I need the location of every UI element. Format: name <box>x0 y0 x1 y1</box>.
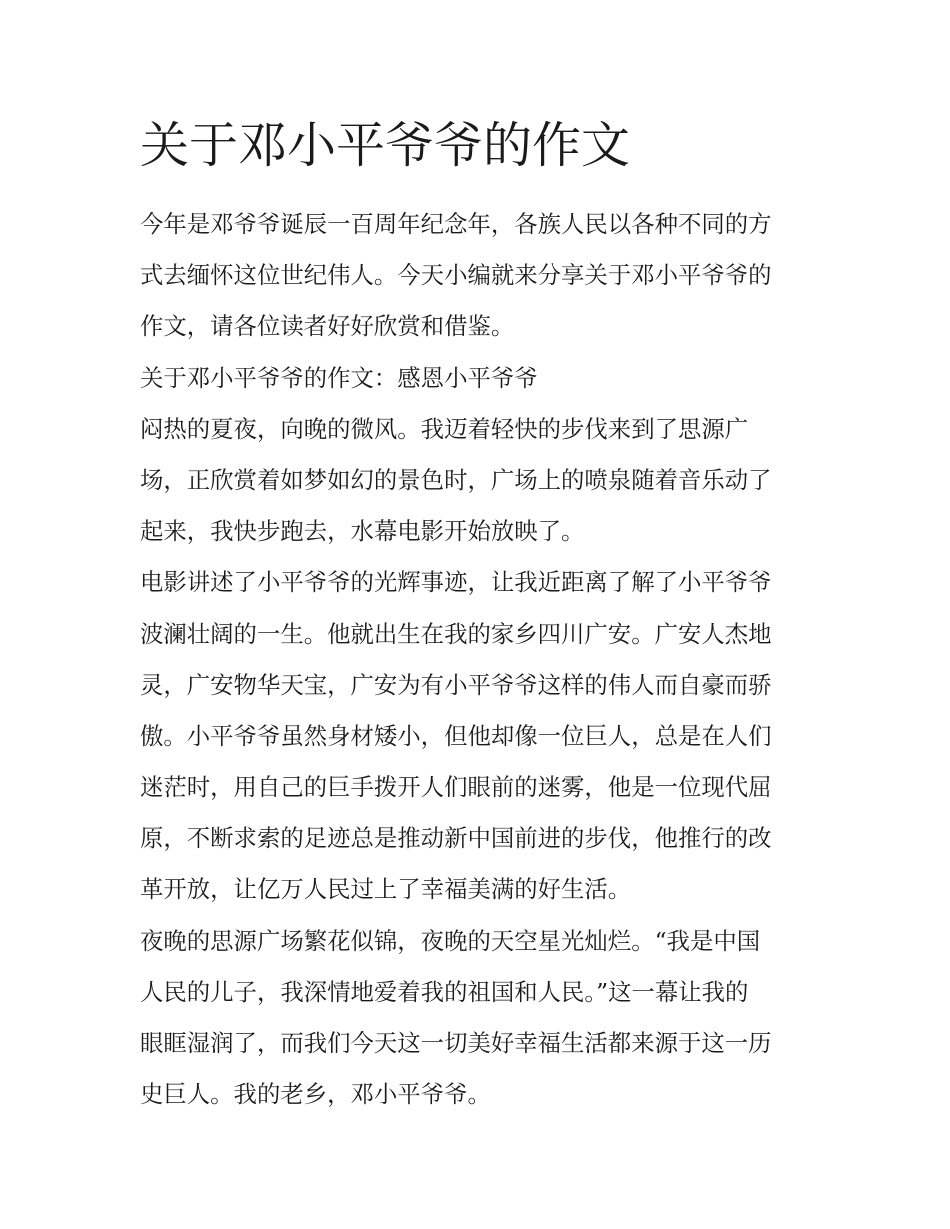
text-line: 场，正欣赏着如梦如幻的景色时，广场上的喷泉随着音乐动了 <box>140 465 772 494</box>
text-line: 波澜壮阔的一生。他就出生在我的家乡四川广安。广安人杰地 <box>140 619 772 648</box>
text-line: 闷热的夏夜，向晚的微风。我迈着轻快的步伐来到了思源广 <box>140 414 749 443</box>
text-line: 傲。小平爷爷虽然身材矮小，但他却像一位巨人，总是在人们 <box>140 721 772 750</box>
text-line: 迷茫时，用自己的巨手拨开人们眼前的迷雾，他是一位现代屈 <box>140 773 772 802</box>
text-line: 眼眶湿润了，而我们今天这一切美好幸福生活都来源于这一历 <box>140 1029 772 1057</box>
document-body <box>140 199 830 1120</box>
paragraph-intro <box>140 199 830 353</box>
text-line: 电影讲述了小平爷爷的光辉事迹，让我近距离了解了小平爷爷 <box>140 568 772 597</box>
text-line: 革开放，让亿万人民过上了幸福美满的好生活。 <box>140 875 632 904</box>
text-line: 灵，广安物华天宝，广安为有小平爷爷这样的伟人而自豪而骄 <box>140 670 772 699</box>
paragraph-closing <box>140 916 830 1121</box>
text-line: 人民的儿子，我深情地爱着我的祖国和人民。”这一幕让我的 <box>140 977 749 1006</box>
text-line: 式去缅怀这位世纪伟人。今天小编就来分享关于邓小平爷爷的 <box>140 261 772 290</box>
text-line: 作文，请各位读者好好欣赏和借鉴。 <box>140 312 515 341</box>
text-line: 关于邓小平爷爷的作文：感恩小平爷爷 <box>140 363 538 392</box>
paragraph-subheading <box>140 353 830 404</box>
text-line: 今年是邓爷爷诞辰一百周年纪念年，各族人民以各种不同的方 <box>140 210 772 238</box>
paragraph-summer-night <box>140 404 830 558</box>
document-title: 关于邓小平爷爷的作文 <box>140 117 631 174</box>
text-line: 起来，我快步跑去，水幕电影开始放映了。 <box>140 517 585 546</box>
text-line: 史巨人。我的老乡，邓小平爷爷。 <box>140 1080 491 1109</box>
text-line: 夜晚的思源广场繁花似锦，夜晚的天空星光灿烂。“我是中国 <box>140 926 761 955</box>
text-line: 原，不断求索的足迹总是推动新中国前进的步伐，他推行的改 <box>140 824 772 853</box>
paragraph-movie <box>140 557 830 915</box>
